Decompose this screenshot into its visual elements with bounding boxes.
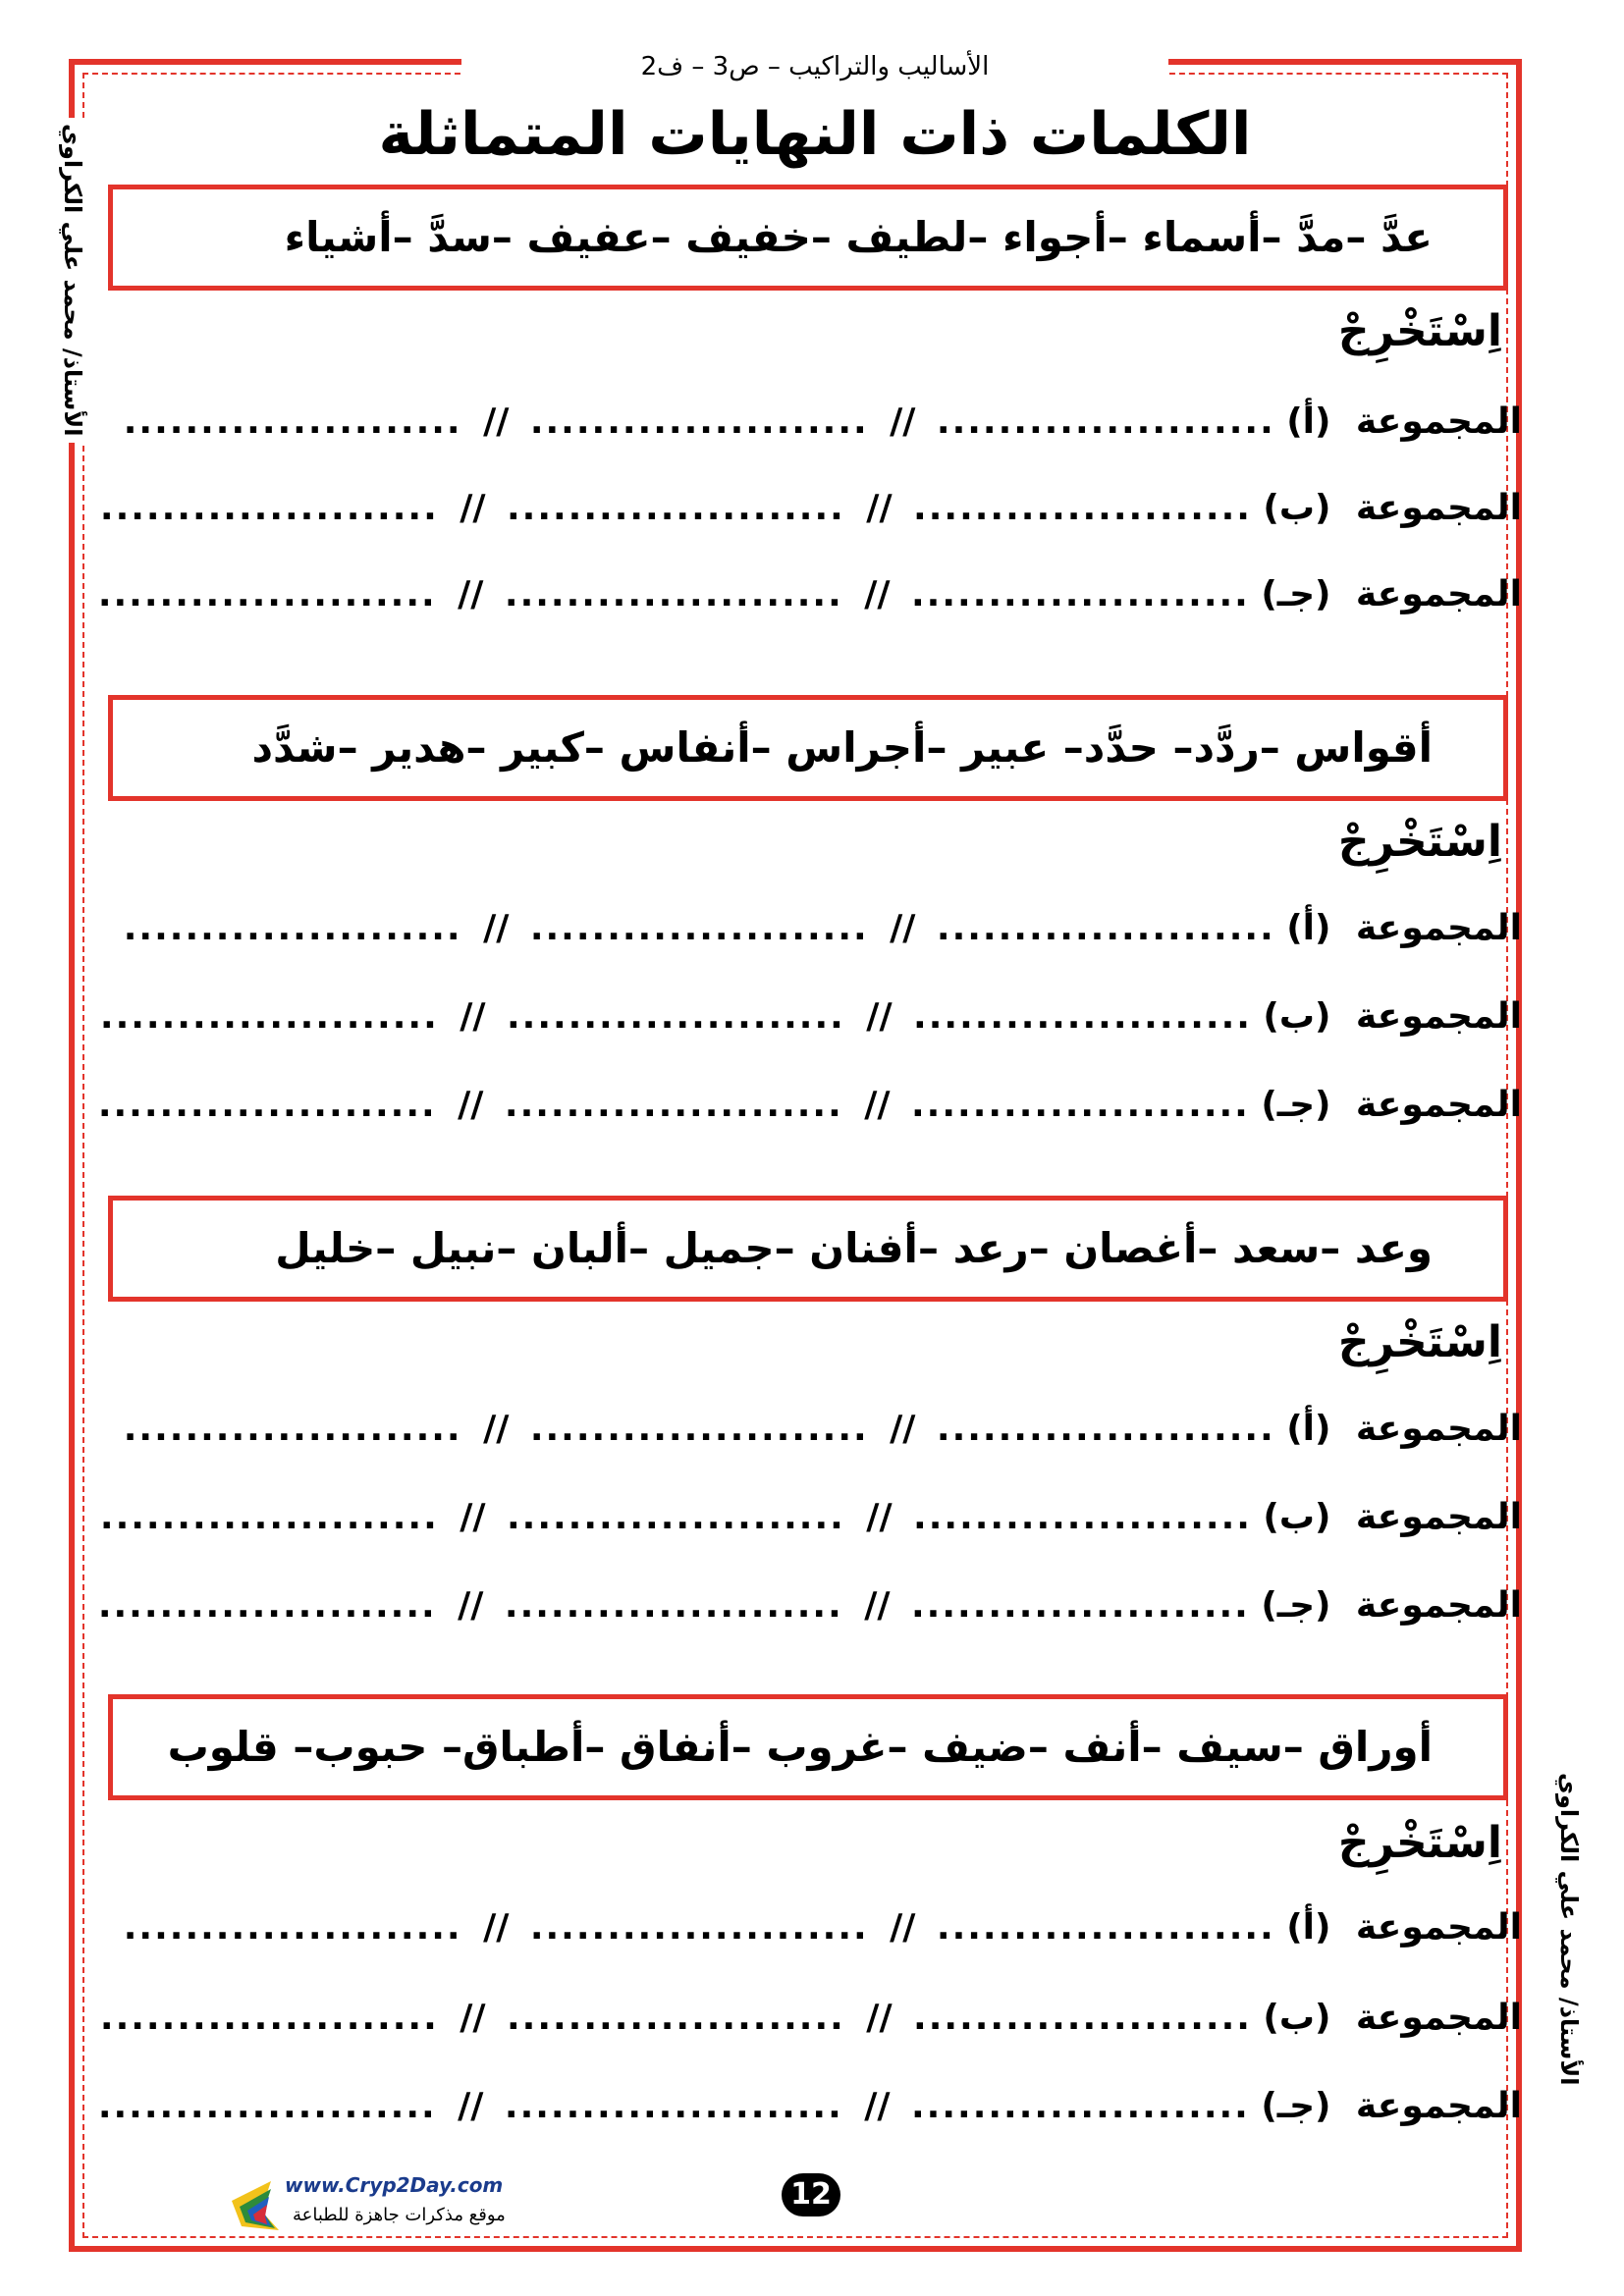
answer-blank[interactable]: ...................... xyxy=(504,574,843,614)
group-label: المجموعة xyxy=(1355,401,1522,442)
separator: // xyxy=(866,1998,893,2038)
separator: // xyxy=(460,488,486,528)
answer-blank[interactable]: ...................... xyxy=(504,1085,843,1125)
footer-tagline: موقع مذكرات جاهزة للطباعة xyxy=(293,2205,506,2225)
answer-blank[interactable]: ...................... xyxy=(913,996,1252,1037)
group-letter: (جـ) xyxy=(1261,1585,1331,1626)
answer-blank[interactable]: ...................... xyxy=(936,1907,1275,1948)
separator: // xyxy=(460,996,486,1037)
word-list-box: أوراق –سيف –أنف –ضيف –غروب –أنفاق –أطباق– حبوب– قلوب xyxy=(108,1694,1508,1800)
answer-blank[interactable]: ...................... xyxy=(913,1497,1252,1537)
separator: // xyxy=(864,2086,891,2126)
group-row-b xyxy=(99,479,1522,538)
group-letter: (جـ) xyxy=(1261,2086,1331,2126)
separator: // xyxy=(864,1085,891,1125)
group-letter: (أ) xyxy=(1286,1907,1331,1948)
header-subtitle: الأساليب والتراكيب – ص3 – ف2 xyxy=(461,47,1168,86)
answer-blank[interactable]: ...................... xyxy=(123,908,462,948)
instruction-text: اِسْتَخْرِجْ xyxy=(1337,306,1502,356)
instruction-text: اِسْتَخْرِجْ xyxy=(1337,817,1502,867)
answer-blank[interactable]: ...................... xyxy=(936,908,1275,948)
answer-blank[interactable]: ...................... xyxy=(910,1085,1250,1125)
answer-blank[interactable]: ...................... xyxy=(506,1497,845,1537)
group-row-c xyxy=(97,1576,1522,1635)
group-letter: (ب) xyxy=(1263,488,1331,528)
separator: // xyxy=(864,574,891,614)
group-letter: (أ) xyxy=(1286,1409,1331,1449)
group-label: المجموعة xyxy=(1355,1585,1522,1626)
group-row-a xyxy=(123,899,1522,958)
separator: // xyxy=(483,1409,510,1449)
answer-blank[interactable]: ...................... xyxy=(99,996,439,1037)
answer-blank[interactable]: ...................... xyxy=(910,574,1250,614)
group-letter: (جـ) xyxy=(1261,1085,1331,1125)
answer-blank[interactable]: ...................... xyxy=(506,1998,845,2038)
group-row-c xyxy=(97,565,1522,624)
separator: // xyxy=(460,1497,486,1537)
side-author-label-left: الأستاذ/ محمد علي الكراوي xyxy=(59,118,86,443)
group-letter: (جـ) xyxy=(1261,574,1331,614)
group-row-b xyxy=(99,988,1522,1046)
answer-blank[interactable]: ...................... xyxy=(936,401,1275,442)
answer-blank[interactable]: ...................... xyxy=(99,1998,439,2038)
group-label: المجموعة xyxy=(1355,908,1522,948)
separator: // xyxy=(866,996,893,1037)
answer-blank[interactable]: ...................... xyxy=(97,1585,437,1626)
group-label: المجموعة xyxy=(1355,996,1522,1037)
answer-blank[interactable]: ...................... xyxy=(910,1585,1250,1626)
separator: // xyxy=(866,488,893,528)
group-label: المجموعة xyxy=(1355,1497,1522,1537)
group-letter: (ب) xyxy=(1263,996,1331,1037)
group-row-c xyxy=(97,2077,1522,2136)
separator: // xyxy=(458,1585,484,1626)
separator: // xyxy=(890,1907,916,1948)
instruction-text: اِسْتَخْرِجْ xyxy=(1337,1818,1502,1868)
answer-blank[interactable]: ...................... xyxy=(506,996,845,1037)
answer-blank[interactable]: ...................... xyxy=(913,1998,1252,2038)
answer-blank[interactable]: ...................... xyxy=(123,401,462,442)
separator: // xyxy=(864,1585,891,1626)
group-letter: (ب) xyxy=(1263,1998,1331,2038)
answer-blank[interactable]: ...................... xyxy=(504,1585,843,1626)
answer-blank[interactable]: ...................... xyxy=(506,488,845,528)
group-label: المجموعة xyxy=(1355,488,1522,528)
answer-blank[interactable]: ...................... xyxy=(97,2086,437,2126)
answer-blank[interactable]: ...................... xyxy=(123,1907,462,1948)
group-label: المجموعة xyxy=(1355,574,1522,614)
separator: // xyxy=(890,1409,916,1449)
answer-blank[interactable]: ...................... xyxy=(529,1907,869,1948)
separator: // xyxy=(458,1085,484,1125)
answer-blank[interactable]: ...................... xyxy=(529,401,869,442)
group-row-b xyxy=(99,1488,1522,1547)
separator: // xyxy=(458,574,484,614)
side-author-label-right: الأستاذ/ محمد علي الكراوي xyxy=(1555,1767,1583,2092)
answer-blank[interactable]: ...................... xyxy=(529,908,869,948)
group-letter: (ب) xyxy=(1263,1497,1331,1537)
group-row-a xyxy=(123,393,1522,452)
group-label: المجموعة xyxy=(1355,2086,1522,2126)
instruction-text: اِسْتَخْرِجْ xyxy=(1337,1317,1502,1367)
answer-blank[interactable]: ...................... xyxy=(910,2086,1250,2126)
group-label: المجموعة xyxy=(1355,1907,1522,1948)
group-label: المجموعة xyxy=(1355,1085,1522,1125)
page-number: 12 xyxy=(782,2173,840,2216)
separator: // xyxy=(483,401,510,442)
group-row-a xyxy=(123,1898,1522,1957)
separator: // xyxy=(866,1497,893,1537)
answer-blank[interactable]: ...................... xyxy=(936,1409,1275,1449)
word-list-box: وعد –سعد –أغصان –رعد –أفنان –جميل –ألبان –نبيل –خليل xyxy=(108,1196,1508,1302)
answer-blank[interactable]: ...................... xyxy=(97,574,437,614)
group-label: المجموعة xyxy=(1355,1409,1522,1449)
group-letter: (أ) xyxy=(1286,908,1331,948)
separator: // xyxy=(460,1998,486,2038)
answer-blank[interactable]: ...................... xyxy=(99,1497,439,1537)
separator: // xyxy=(890,908,916,948)
group-label: المجموعة xyxy=(1355,1998,1522,2038)
group-row-a xyxy=(123,1400,1522,1459)
separator: // xyxy=(483,908,510,948)
separator: // xyxy=(483,1907,510,1948)
answer-blank[interactable]: ...................... xyxy=(97,1085,437,1125)
group-row-c xyxy=(97,1076,1522,1135)
group-letter: (أ) xyxy=(1286,401,1331,442)
word-list-box: أقواس –ردَّد– حدَّد– عبير –أجراس –أنفاس –كبير –هدير –شدَّد xyxy=(108,695,1508,801)
page-title: الكلمات ذات النهايات المتماثلة xyxy=(378,100,1252,169)
group-row-b xyxy=(99,1989,1522,2048)
answer-blank[interactable]: ...................... xyxy=(504,2086,843,2126)
answer-blank[interactable]: ...................... xyxy=(123,1409,462,1449)
answer-blank[interactable]: ...................... xyxy=(99,488,439,528)
word-list-box: عدَّ –مدَّ –أسماء –أجواء –لطيف –خفيف –عفيف –سدَّ –أشياء xyxy=(108,185,1508,291)
separator: // xyxy=(458,2086,484,2126)
separator: // xyxy=(890,401,916,442)
footer-site: www.Cryp2Day.com xyxy=(285,2173,504,2197)
answer-blank[interactable]: ...................... xyxy=(913,488,1252,528)
answer-blank[interactable]: ...................... xyxy=(529,1409,869,1449)
